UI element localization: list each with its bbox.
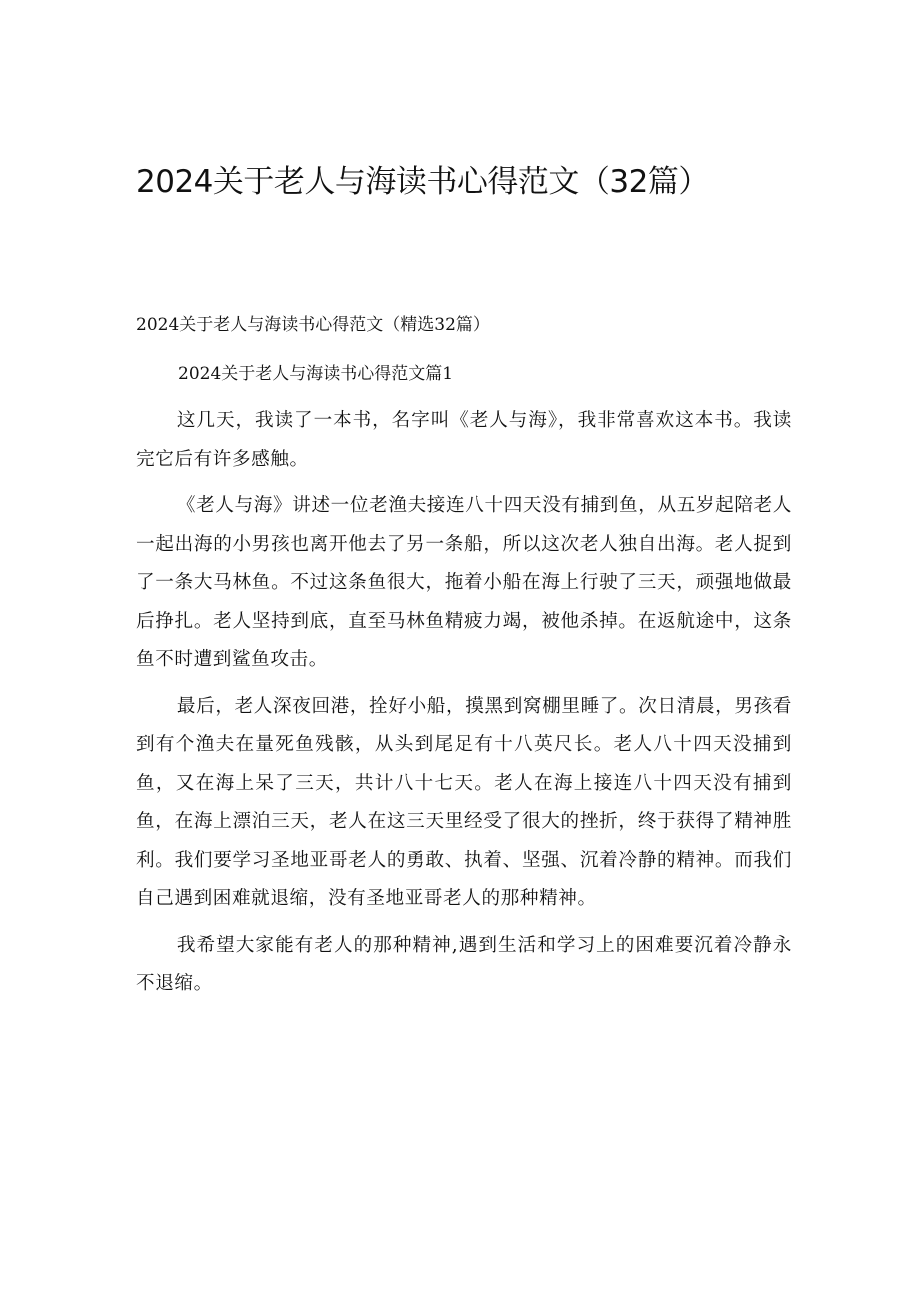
body-paragraph-1: 这几天，我读了一本书，名字叫《老人与海》，我非常喜欢这本书。我读完它后有许多感触。 <box>136 410 792 470</box>
section-heading: 2024关于老人与海读书心得范文篇1 <box>178 364 454 384</box>
essay-body <box>136 402 792 1012</box>
document-subtitle: 2024关于老人与海读书心得范文（精选32篇） <box>136 315 490 335</box>
body-paragraph-2: 《老人与海》讲述一位老渔夫接连八十四天没有捕到鱼，从五岁起陪老人一起出海的小男孩也离开他去了另一条船，所以这次老人独自出海。老人捉到了一条大马林鱼。不过这条鱼很大，拖着小船在海上行驶了三天，顽强地做最后挣扎。老人坚持到底，直至马林鱼精疲力竭，被他杀掉。在返航途中，这条鱼不时遭到鲨鱼攻击。 <box>136 495 792 670</box>
body-paragraph-4: 我希望大家能有老人的那种精神,遇到生活和学习上的困难要沉着冷静永不退缩。 <box>136 934 792 994</box>
document-title: 2024关于老人与海读书心得范文（32篇） <box>136 164 709 200</box>
body-paragraph-3: 最后，老人深夜回港，拴好小船，摸黑到窝棚里睡了。次日清晨，男孩看到有个渔夫在量死鱼残骸，从头到尾足有十八英尺长。老人八十四天没捕到鱼，又在海上呆了三天，共计八十七天。老人在海上接连八十四天没有捕到鱼，在海上漂泊三天，老人在这三天里经受了很大的挫折，终于获得了精神胜利。我们要学习圣地亚哥老人的勇敢、执着、坚强、沉着冷静的精神。而我们自己遇到困难就退缩，没有圣地亚哥老人的那种精神。 <box>136 695 792 909</box>
